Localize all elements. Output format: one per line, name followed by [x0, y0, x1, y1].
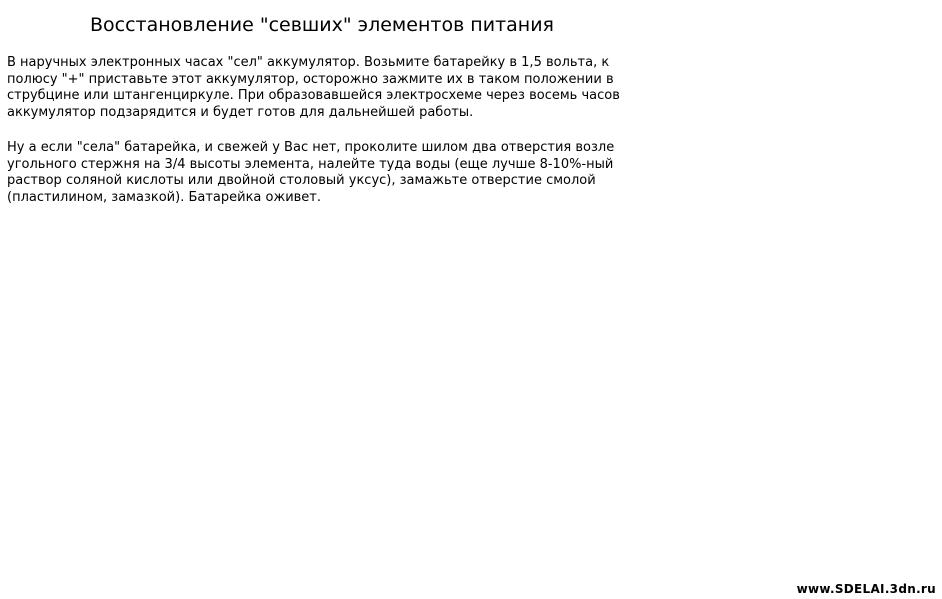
site-watermark: www.SDELAI.3dn.ru	[796, 582, 936, 596]
paragraph-recharge-accumulator: В наручных электронных часах "сел" аккумулятор. Возьмите батарейку в 1,5 вольта, к полюсу "+" приставьте этот аккумулятор, осторожно зажмите их в таком положении в струбцине или штангенциркуле. При образовавшейся электросхеме через восемь часов аккумулятор подзарядится и будет готов для дальнейшей работы.	[7, 55, 620, 120]
paragraph-revive-battery: Ну а если "села" батарейка, и свежей у Вас нет, проколите шилом два отверстия возле угольного стержня на 3/4 высоты элемента, налейте туда воды (еще лучше 8-10%-ный раствор соляной кислоты или двойной столовый уксус), замажьте отверстие смолой (пластилином, замазкой). Батарейка оживет.	[7, 140, 615, 205]
article-body	[7, 55, 632, 225]
page-title: Восстановление "севших" элементов питания	[90, 14, 554, 36]
